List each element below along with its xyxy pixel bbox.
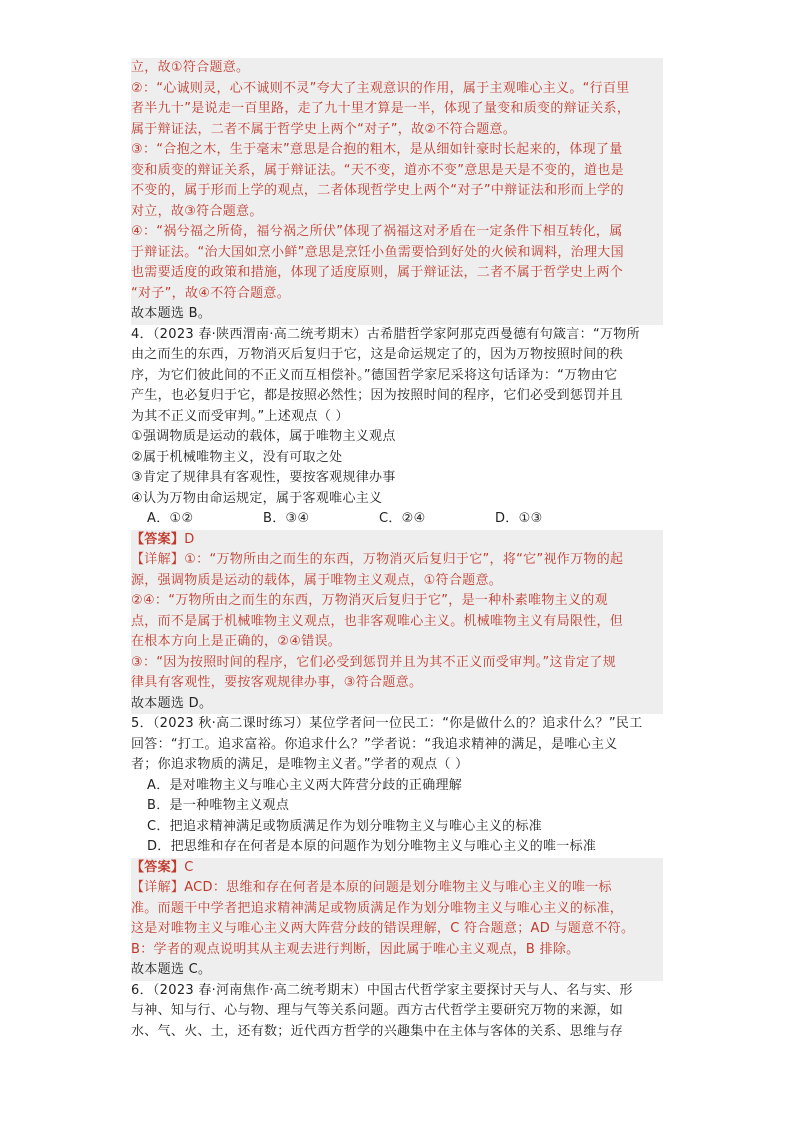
choice-d: D．①③ xyxy=(495,511,543,526)
explanation-line: ②④：“万物所由之而生的东西，万物消灭后复归于它”，是一种朴素唯物主义的观 xyxy=(131,591,663,612)
answer-value: C xyxy=(184,859,194,875)
explanation-line: 属于辩证法，二者不属于哲学史上两个“对子”，故②不符合题意。 xyxy=(131,120,663,141)
explanation-line: “对子”，故④不符合题意。 xyxy=(131,284,663,305)
choice-a: A．①② xyxy=(147,511,194,526)
explanation-line: 【详解】①：“万物所由之而生的东西，万物消灭后复归于它”，将“它”视作万物的起 xyxy=(131,550,663,571)
answer-label: 【答案】 xyxy=(131,859,185,875)
answer-value: D xyxy=(184,531,195,547)
explanation-line: 立，故①符合题意。 xyxy=(131,58,663,79)
conclusion-line xyxy=(131,960,663,981)
choice-b: B．③④ xyxy=(263,511,310,526)
explanation-line: 律具有客观性，要按客观规律办事，③符合题意。 xyxy=(131,673,663,694)
option-b: B．是一种唯物主义观点 xyxy=(147,798,290,813)
explanation-line: 变和质变的辩证关系，属于辩证法。“天不变，道亦不变”意思是天是不变的，道也是 xyxy=(131,161,663,182)
conclusion-line xyxy=(131,694,663,715)
document-page xyxy=(131,58,663,1042)
answer-line xyxy=(131,530,663,551)
question-4-line: 由之而生的东西，万物消灭后复归于它，这是命运规定了的，因为万物按照时间的秩 xyxy=(131,347,624,362)
explanation-line: 于辩证法。“治大国如烹小鲜”意思是烹饪小鱼需要恰到好处的火候和调料，治理大国 xyxy=(131,243,663,264)
explanation-line: 这是对唯物主义与唯心主义两大阵营分歧的错误理解，C 符合题意；AD 与题意不符。 xyxy=(131,919,663,940)
explanation-line: B：学者的观点说明其从主观去进行判断，因此属于唯心主义观点，B 排除。 xyxy=(131,940,663,961)
option-d: D．把思维和存在何者是本原的问题作为划分唯物主义与唯心主义的唯一标准 xyxy=(147,839,597,854)
question-6-line: 6．（2023 春·河南焦作·高二统考期末）中国古代哲学家主要探讨天与人、名与实、形 xyxy=(131,982,633,998)
explanation-line: 点，而不是属于机械唯物主义观点，也非客观唯心主义。机械唯物主义有局限性，但 xyxy=(131,612,663,633)
conclusion-text: 故本题选 C。 xyxy=(131,962,212,977)
explanation-line: 对立，故③符合题意。 xyxy=(131,202,663,223)
explanation-line: 准。而题干中学者把追求精神满足或物质满足作为划分唯物主义与唯心主义的标准， xyxy=(131,899,663,920)
explanation-line: 【详解】ACD：思维和存在何者是本原的问题是划分唯物主义与唯心主义的唯一标 xyxy=(131,878,663,899)
statement-4: ④认为万物由命运规定，属于客观唯心主义 xyxy=(131,490,383,506)
conclusion-text: 故本题选 B。 xyxy=(131,306,212,321)
question-4-line: 为其不正义而受审判。”上述观点（ ） xyxy=(131,408,349,424)
answer-label: 【答案】 xyxy=(131,531,185,547)
conclusion-text: 故本题选 D。 xyxy=(131,695,213,711)
conclusion-line xyxy=(131,304,663,325)
explanation-line: ④：“祸兮福之所倚，福兮祸之所伏”体现了祸福这对矛盾在一定条件下相互转化，属 xyxy=(131,222,663,243)
question-6-line: 与神、知与行、心与物、理与气等关系问题。西方古代哲学主要研究万物的来源，如 xyxy=(131,1003,624,1018)
choice-c: C．②④ xyxy=(379,511,426,526)
explanation-line: 也需要适度的政策和措施，体现了适度原则，属于辩证法，二者不属于哲学史上两个 xyxy=(131,263,663,284)
explanation-line: 在根本方向上是正确的，②④错误。 xyxy=(131,632,663,653)
question-5-line: 回答：“打工。追求富裕。你追求什么？”学者说：“我追求精神的满足，是唯心主义 xyxy=(131,736,618,752)
option-c: C．把追求精神满足或物质满足作为划分唯物主义与唯心主义的标准 xyxy=(147,818,543,834)
explanation-line: 不变的，属于形而上学的观点，二者体现哲学史上两个“对子”中辩证法和形而上学的 xyxy=(131,181,663,202)
option-a: A．是对唯物主义与唯心主义两大阵营分歧的正确理解 xyxy=(147,777,463,793)
explanation-line: ③：“因为按照时间的程序，它们必受到惩罚并且为其不正义而受审判。”这肯定了规 xyxy=(131,653,663,674)
answer-line xyxy=(131,858,663,879)
statement-3: ③肯定了规律具有客观性，要按客观规律办事 xyxy=(131,470,396,485)
explanation-line: ③：“合抱之木，生于毫末”意思是合抱的粗木，是从细如针豪时长起来的，体现了量 xyxy=(131,140,663,161)
explanation-line: 源，强调物质是运动的载体，属于唯物主义观点，①符合题意。 xyxy=(131,571,663,592)
question-4-line: 序，为它们彼此间的不正义而互相偿补。”德国哲学家尼采将这句话译为：“万物由它 xyxy=(131,367,618,383)
question-4-line: 4．（2023 春·陕西渭南·高二统考期末）古希腊哲学家阿那克西曼德有句箴言：“万物所 xyxy=(131,326,640,342)
explanation-line: ②：“心诚则灵，心不诚则不灵”夸大了主观意识的作用，属于主观唯心主义。“行百里 xyxy=(131,79,663,100)
question-5-line: 5．（2023 秋·高二课时练习）某位学者问一位民工：“你是做什么的？追求什么？”民工 xyxy=(131,716,643,731)
choices-row xyxy=(131,509,663,530)
question-5-line: 者；你追求物质的满足，是唯物主义者。”学者的观点（ ） xyxy=(131,757,469,772)
question-4-line: 产生，也必复归于它，都是按照必然性；因为按照时间的程序，它们必受到惩罚并且 xyxy=(131,388,624,403)
statement-1: ①强调物质是运动的载体，属于唯物主义观点 xyxy=(131,429,396,444)
question-6-line: 水、气、火、土，还有数；近代西方哲学的兴趣集中在主体与客体的关系、思维与存 xyxy=(131,1023,624,1039)
explanation-line: 者半九十”是说走一百里路，走了九十里才算是一半，体现了量变和质变的辩证关系， xyxy=(131,99,663,120)
statement-2: ②属于机械唯物主义，没有可取之处 xyxy=(131,449,343,465)
